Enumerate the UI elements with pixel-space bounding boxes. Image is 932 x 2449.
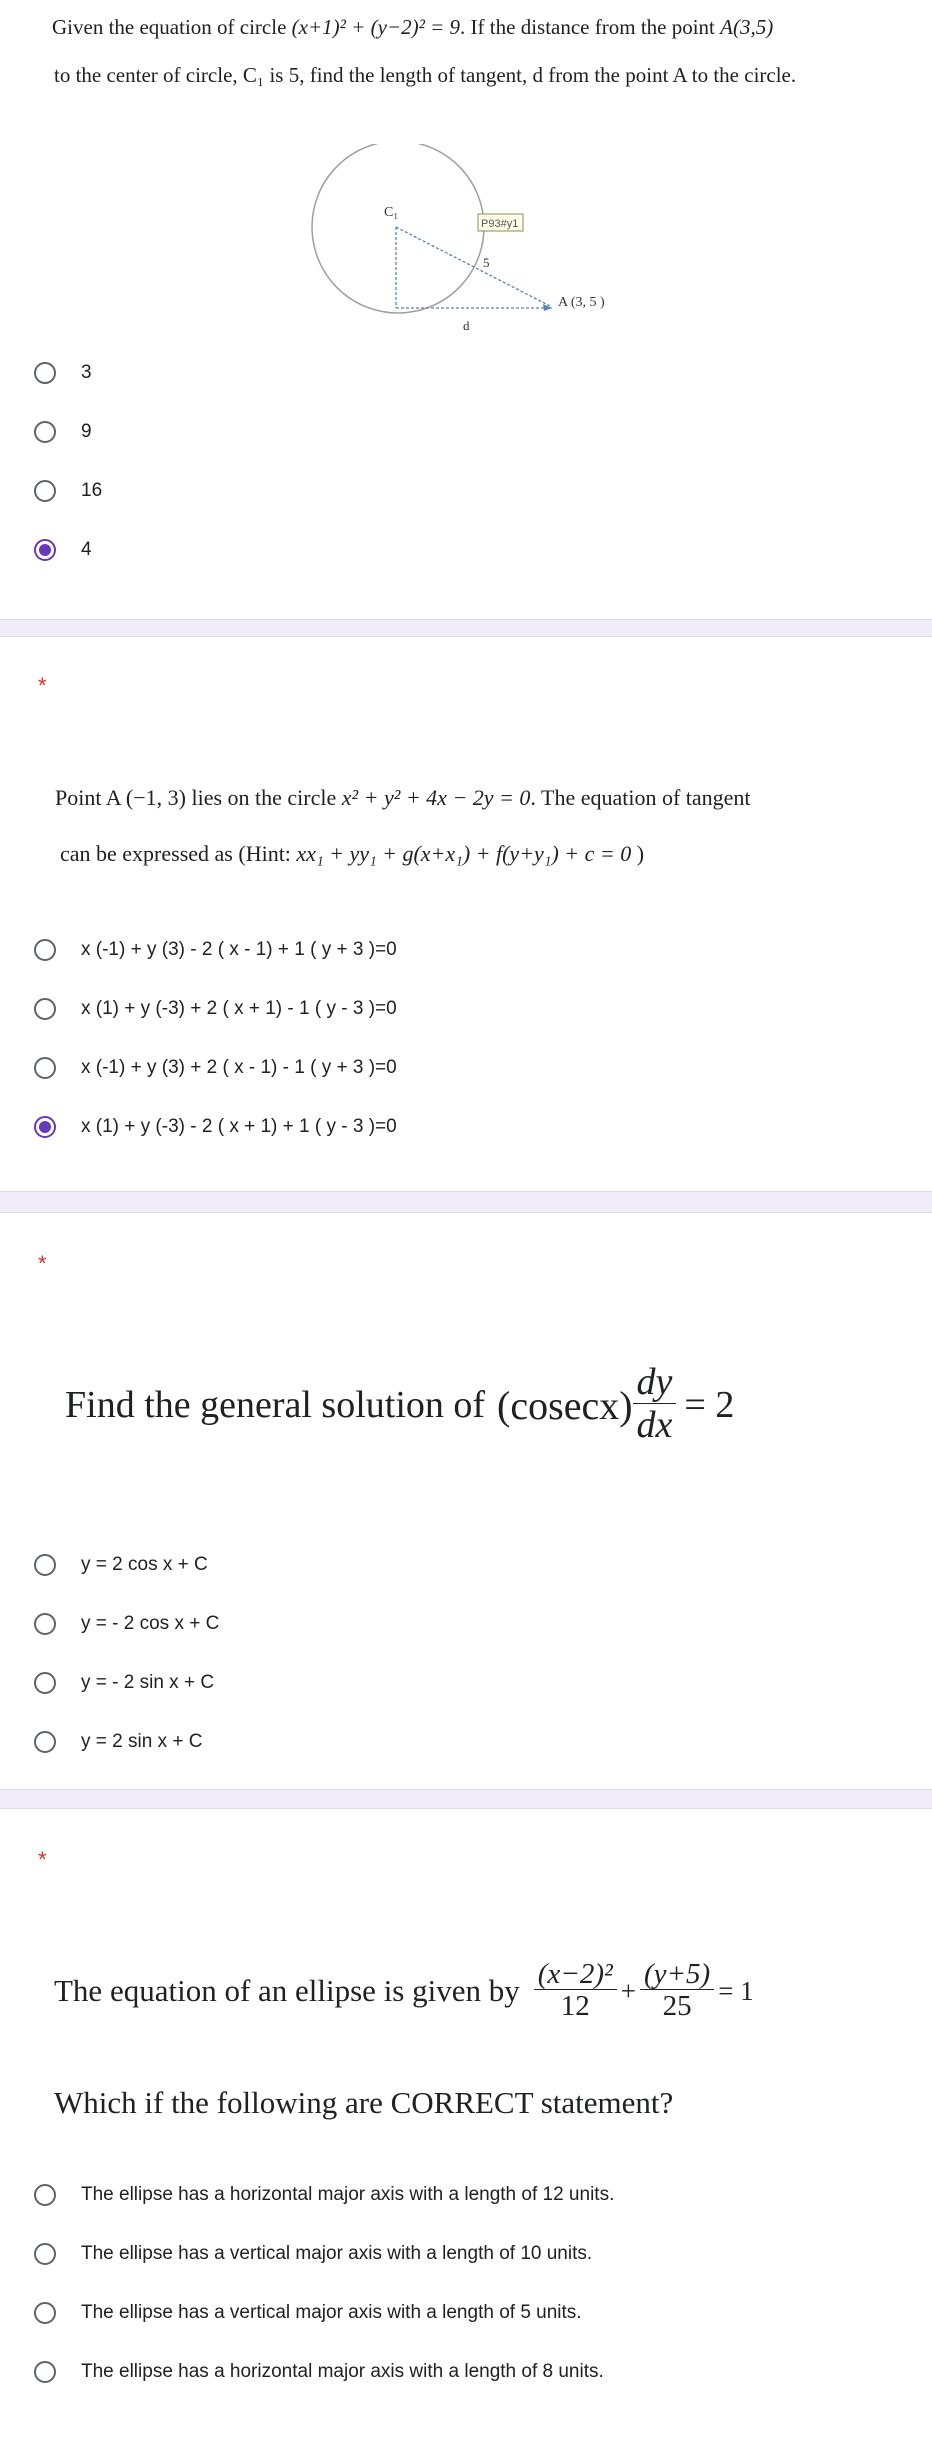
question-1-equation: (x+1)² + (y−2)² = 9 xyxy=(291,15,461,39)
question-1-text-line-2: to the center of circle, C₁ is 5, find the length of tangent, d from the point A to the circle. xyxy=(54,63,797,87)
option-label: 9 xyxy=(81,421,92,442)
radio-button[interactable] xyxy=(34,421,56,443)
question-2-text: Point A (−1, 3) lies on the circle xyxy=(55,785,337,810)
equals-one: = 1 xyxy=(718,1975,754,2006)
ellipse-fraction-1 xyxy=(534,1959,617,2024)
radio-button[interactable] xyxy=(34,480,56,502)
fraction-denominator: dx xyxy=(636,1403,673,1446)
q4-option-1[interactable] xyxy=(34,2175,614,2215)
radio-button[interactable] xyxy=(34,362,56,384)
a-label: A (3, 5 ) xyxy=(558,295,605,310)
ellipse-fraction-2 xyxy=(640,1959,714,2024)
fraction-denominator: 25 xyxy=(662,1990,692,2023)
option-label: 3 xyxy=(81,362,92,383)
option-label: y = - 2 cos x + C xyxy=(81,1613,220,1634)
radio-button[interactable] xyxy=(34,1554,56,1576)
radio-button[interactable] xyxy=(34,2302,56,2324)
q4-option-4[interactable] xyxy=(34,2352,604,2392)
radio-button-selected[interactable] xyxy=(34,1116,56,1138)
question-2-text-line-2 xyxy=(60,841,644,867)
option-label: x (1) + y (-3) - 2 ( x + 1) + 1 ( y - 3 )=0 xyxy=(81,1116,397,1137)
option-label: y = - 2 sin x + C xyxy=(81,1672,215,1693)
option-label: 4 xyxy=(81,539,92,560)
option-label: 16 xyxy=(81,480,103,501)
question-3-function: (cosecx) xyxy=(497,1382,633,1428)
q2-option-4[interactable] xyxy=(34,1107,397,1147)
option-label: x (-1) + y (3) + 2 ( x - 1) - 1 ( y + 3 )=0 xyxy=(81,1057,397,1078)
question-1-point: A(3,5) xyxy=(720,15,774,39)
fraction-numerator: dy xyxy=(633,1363,677,1404)
question-2-equation: x² + y² + 4x − 2y = 0 xyxy=(341,785,531,810)
q1-option-2[interactable] xyxy=(34,412,92,452)
question-card-2 xyxy=(0,636,932,1192)
required-mark: * xyxy=(38,673,47,698)
radio-button[interactable] xyxy=(34,2361,56,2383)
question-card-4 xyxy=(0,1808,932,2449)
q1-option-1[interactable] xyxy=(34,353,92,393)
option-label: x (-1) + y (3) - 2 ( x - 1) + 1 ( y + 3 )=0 xyxy=(81,939,397,960)
question-2-text-b: . The equation of tangent xyxy=(530,785,751,810)
option-label: The ellipse has a vertical major axis with a length of 5 units. xyxy=(81,2302,582,2323)
option-label: y = 2 sin x + C xyxy=(81,1731,203,1752)
center-label: C₁ xyxy=(384,205,399,220)
center-to-a-line xyxy=(396,227,550,306)
question-4-text: The equation of an ellipse is given by xyxy=(54,1973,520,2009)
radio-button[interactable] xyxy=(34,2243,56,2265)
question-4-prompt: Which if the following are CORRECT statement? xyxy=(54,2085,674,2120)
radio-button[interactable] xyxy=(34,2184,56,2206)
question-3-title xyxy=(65,1363,734,1448)
option-label: The ellipse has a vertical major axis with a length of 10 units. xyxy=(81,2243,593,2264)
tangent-label: d xyxy=(463,318,470,333)
question-2-hint-close: ) xyxy=(636,841,645,866)
q2-option-1[interactable] xyxy=(34,930,397,970)
plus-sign: + xyxy=(620,1975,636,2006)
option-label: The ellipse has a horizontal major axis with a length of 8 units. xyxy=(81,2361,604,2382)
question-4-title xyxy=(54,1959,754,2024)
question-2-hint-equation: xx₁ + yy₁ + g(x+x₁) + f(y+y₁) + c = 0 xyxy=(296,841,632,866)
fraction-numerator: (x−2)² xyxy=(534,1959,617,1990)
fraction-numerator: (y+5) xyxy=(640,1959,714,1990)
question-3-equals: = 2 xyxy=(684,1384,735,1427)
question-2-text-line-1 xyxy=(55,785,751,811)
question-card-1 xyxy=(0,0,932,620)
q4-option-3[interactable] xyxy=(34,2293,582,2333)
question-2-hint-text: can be expressed as (Hint: xyxy=(60,841,291,866)
option-label: y = 2 cos x + C xyxy=(81,1554,208,1575)
radio-button[interactable] xyxy=(34,1731,56,1753)
radio-button[interactable] xyxy=(34,998,56,1020)
radio-button[interactable] xyxy=(34,1672,56,1694)
option-label: The ellipse has a horizontal major axis with a length of 12 units. xyxy=(81,2184,615,2205)
question-1-text-line-1 xyxy=(52,15,773,40)
q2-option-2[interactable] xyxy=(34,989,397,1029)
radio-button[interactable] xyxy=(34,1057,56,1079)
question-card-3 xyxy=(0,1212,932,1790)
radio-button[interactable] xyxy=(34,1613,56,1635)
q4-option-2[interactable] xyxy=(34,2234,592,2274)
question-1-diagram xyxy=(300,144,630,344)
q3-option-1[interactable] xyxy=(34,1545,208,1585)
fraction-denominator: 12 xyxy=(560,1990,590,2023)
option-label: x (1) + y (-3) + 2 ( x + 1) - 1 ( y - 3 )=0 xyxy=(81,998,397,1019)
q1-option-4[interactable] xyxy=(34,530,92,570)
required-mark: * xyxy=(38,1251,47,1276)
radio-button-selected[interactable] xyxy=(34,539,56,561)
radio-button[interactable] xyxy=(34,939,56,961)
point-label: P93#y1 xyxy=(481,218,519,230)
derivative-fraction xyxy=(633,1363,677,1448)
q1-option-3[interactable] xyxy=(34,471,102,511)
q3-option-3[interactable] xyxy=(34,1663,214,1703)
required-mark: * xyxy=(38,1847,47,1872)
q2-option-3[interactable] xyxy=(34,1048,397,1088)
distance-label: 5 xyxy=(483,255,490,270)
question-1-text-b: . If the distance from the point xyxy=(460,15,715,39)
question-1-text: Given the equation of circle xyxy=(52,15,287,39)
q3-option-2[interactable] xyxy=(34,1604,219,1644)
q3-option-4[interactable] xyxy=(34,1722,202,1762)
question-3-text: Find the general solution of xyxy=(65,1384,486,1427)
